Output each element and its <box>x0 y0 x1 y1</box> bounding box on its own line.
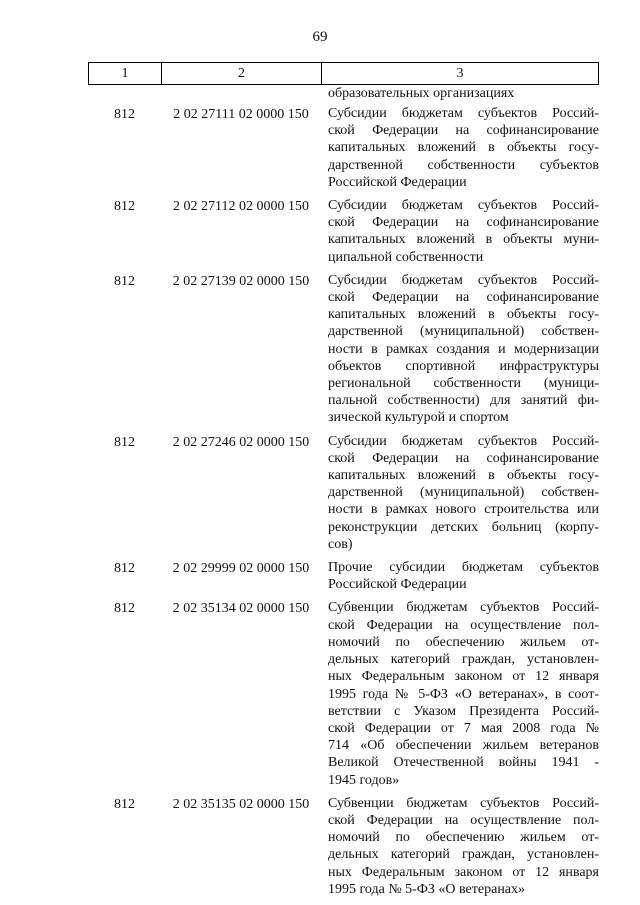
name-text-line: дарственной (муниципальной) собствен- <box>328 485 599 501</box>
name-text-line: ской Федерации на осуществление пол- <box>328 812 599 828</box>
name-text-line: ской Федерации от 7 мая 2008 года № <box>328 720 599 736</box>
column-header-2: 2 <box>162 63 322 84</box>
name-text-line: Российской Федерации <box>328 577 467 593</box>
table-row <box>88 599 599 788</box>
revenue-name-cell <box>321 599 599 788</box>
column-header-1: 1 <box>89 63 162 84</box>
name-text-line: номочий по обеспечению жильем от- <box>328 634 599 650</box>
admin-code-cell: 812 <box>114 561 135 577</box>
name-text-line: дельных категорий граждан, установлен- <box>328 847 599 863</box>
revenue-code-cell: 2 02 29999 02 0000 150 <box>172 561 310 577</box>
table-header <box>88 62 599 85</box>
revenue-name-cell <box>321 433 599 553</box>
revenue-code-cell: 2 02 27112 02 0000 150 <box>173 199 309 215</box>
table-body <box>88 105 599 904</box>
budget-table <box>88 62 599 904</box>
name-text-line: ской Федерации на софинансирование <box>328 123 599 139</box>
name-text-line: капитальных вложений в объекты госу- <box>328 307 599 323</box>
revenue-code-cell: 2 02 35134 02 0000 150 <box>172 601 310 617</box>
name-text-line: ветствии с Указом Президента Россий- <box>328 703 599 719</box>
name-text-line: капитальных вложений в объекты госу- <box>328 140 599 156</box>
revenue-name-cell <box>321 197 599 266</box>
column-header-3: 3 <box>456 65 464 81</box>
name-text-line: ской Федерации на осуществление пол- <box>328 617 599 633</box>
revenue-code-cell: 2 02 27139 02 0000 150 <box>172 273 310 289</box>
table-row <box>88 559 599 593</box>
name-text-line: капитальных вложений в объекты госу- <box>328 468 599 484</box>
name-text-line: ской Федерации на софинансирование <box>328 450 599 466</box>
name-text-line: 714 «Об обеспечении жильем ветеранов <box>328 738 599 754</box>
name-text-line: 1945 годов» <box>328 772 400 788</box>
revenue-name-cell <box>321 795 599 898</box>
continuation-text: образовательных организациях <box>328 86 515 101</box>
admin-code-cell: 812 <box>114 199 135 215</box>
name-text-line: реконструкции детских больниц (корпу- <box>328 519 599 535</box>
revenue-code-cell: 2 02 27246 02 0000 150 <box>172 434 310 450</box>
name-text-line: номочий по обеспечению жильем от- <box>328 830 599 846</box>
revenue-name-cell <box>321 559 599 593</box>
revenue-name-cell <box>321 105 599 191</box>
name-text-line: ности в рамках создания и модернизации <box>328 341 599 357</box>
name-text-line: сов) <box>328 536 353 552</box>
name-text-line: капитальных вложений в объекты муни- <box>328 232 599 248</box>
name-text-line: региональной собственности (муници- <box>328 376 599 392</box>
revenue-name-cell <box>321 272 599 427</box>
table-row <box>88 197 599 266</box>
name-text-line: дарственной (муниципальной) собствен- <box>328 324 599 340</box>
name-text-line: Субвенции бюджетам субъектов Россий- <box>328 795 599 811</box>
admin-code-cell: 812 <box>114 434 135 450</box>
table-row <box>88 272 599 427</box>
name-text-line: дельных категорий граждан, установлен- <box>328 652 599 668</box>
name-text-line: Субсидии бюджетам субъектов Россий- <box>328 433 599 449</box>
name-text-line: дарственной собственности субъектов <box>328 157 599 173</box>
name-text-line: Прочие субсидии бюджетам субъектов <box>328 560 599 576</box>
page-number: 69 <box>312 29 328 45</box>
table-row <box>88 105 599 191</box>
admin-code-cell: 812 <box>114 601 135 617</box>
name-text-line: зической культурой и спортом <box>328 410 509 426</box>
row-spacer <box>88 898 599 904</box>
name-text-line: пальной собственности) для занятий фи- <box>328 393 599 409</box>
admin-code-cell: 812 <box>114 796 135 812</box>
revenue-code-cell: 2 02 35135 02 0000 150 <box>172 796 310 812</box>
name-text-line: ской Федерации на софинансирование <box>328 215 599 231</box>
name-text-line: 1995 года № 5-ФЗ «О ветеранах», в соот- <box>328 686 599 702</box>
table-row <box>88 433 599 553</box>
admin-code-cell: 812 <box>114 273 135 289</box>
name-text-line: Субвенции бюджетам субъектов Россий- <box>328 600 599 616</box>
name-text-line: ности в рамках нового строительства или <box>328 502 599 518</box>
name-text-line: Великой Отечественной войны 1941 - <box>328 755 599 771</box>
revenue-code-cell: 2 02 27111 02 0000 150 <box>173 107 309 122</box>
table-row <box>88 795 599 898</box>
name-text-line: ных Федеральным законом от 12 января <box>328 864 599 880</box>
name-text-line: Субсидии бюджетам субъектов Россий- <box>328 106 599 121</box>
admin-code-cell: 812 <box>114 107 135 122</box>
name-text-line: Субсидии бюджетам субъектов Россий- <box>328 198 599 214</box>
name-text-line: 1995 года № 5-ФЗ «О ветеранах» <box>328 881 526 897</box>
name-text-line: ской Федерации на софинансирование <box>328 290 599 306</box>
name-text-line: объектов спортивной инфраструктуры <box>328 358 599 374</box>
name-text-line: ных Федеральным законом от 12 января <box>328 669 599 685</box>
name-text-line: ципальной собственности <box>328 249 484 265</box>
name-text-line: Субсидии бюджетам субъектов Россий- <box>328 272 599 288</box>
name-text-line: Российской Федерации <box>328 174 467 190</box>
